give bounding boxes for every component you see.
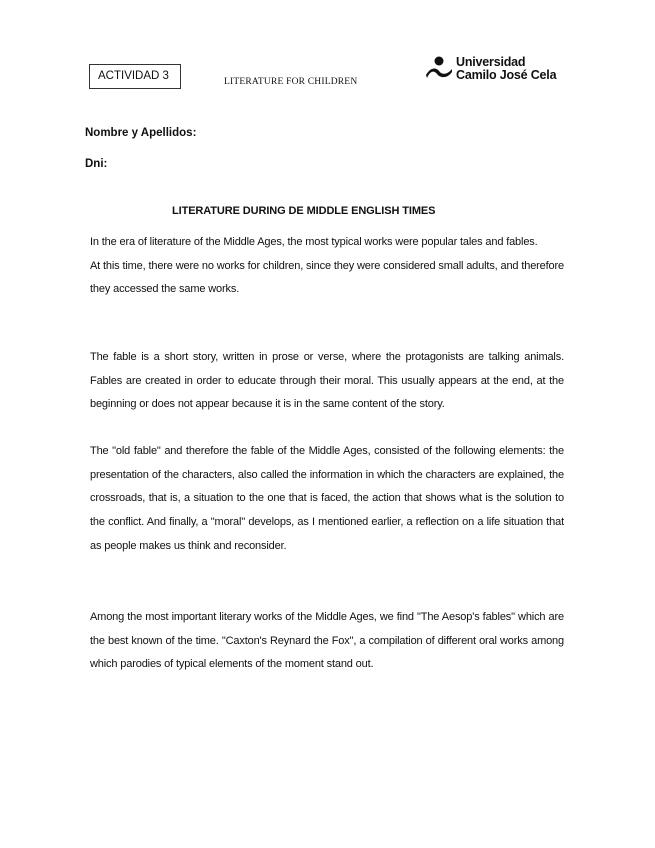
paragraph-block-fable	[90, 346, 564, 417]
paragraph: At this time, there were no works for children, since they were considered small adults, and therefore they accessed the same works.	[90, 259, 564, 296]
activity-label-box	[89, 64, 181, 89]
document-heading: LITERATURE DURING DE MIDDLE ENGLISH TIMES	[172, 205, 436, 217]
logo-text-line2: Camilo José Cela	[456, 68, 557, 82]
paragraph-block-intro	[90, 231, 564, 302]
paragraph: In the era of literature of the Middle Ages, the most typical works were popular tales and fables.	[90, 236, 538, 248]
logo-text-line1: Universidad	[456, 55, 526, 69]
paragraph-block-old-fable	[90, 440, 564, 559]
course-title: LITERATURE FOR CHILDREN	[224, 77, 358, 87]
university-logo	[425, 55, 555, 87]
paragraph-block-works	[90, 606, 564, 677]
ucjc-person-logo-icon	[425, 56, 453, 82]
paragraph: The fable is a short story, written in prose or verse, where the protagonists are talking animals. Fables are created in order to educate through their moral. This usually appears at the end, at the beginning or does not appear because it is in the same content of the story.	[90, 351, 564, 411]
paragraph: Among the most important literary works of the Middle Ages, we find "The Aesop's fables" which are the best known of the time. "Caxton's Reynard the Fox", a compilation of different oral works among which parodies of typical elements of the moment stand out.	[90, 611, 564, 671]
activity-label: ACTIVIDAD 3	[98, 70, 169, 82]
name-field-label: Nombre y Apellidos:	[85, 127, 197, 139]
paragraph: The "old fable" and therefore the fable of the Middle Ages, consisted of the following elements: the presentation of the characters, also called the information in which the characters are explained, the crossroads, that is, a situation to the one that is faced, the action that shows what is the solution to the conflict. And finally, a "moral" develops, as I mentioned earlier, a reflection on a life situation that as people makes us think and reconsider.	[90, 445, 564, 552]
dni-field-label: Dni:	[85, 158, 108, 170]
